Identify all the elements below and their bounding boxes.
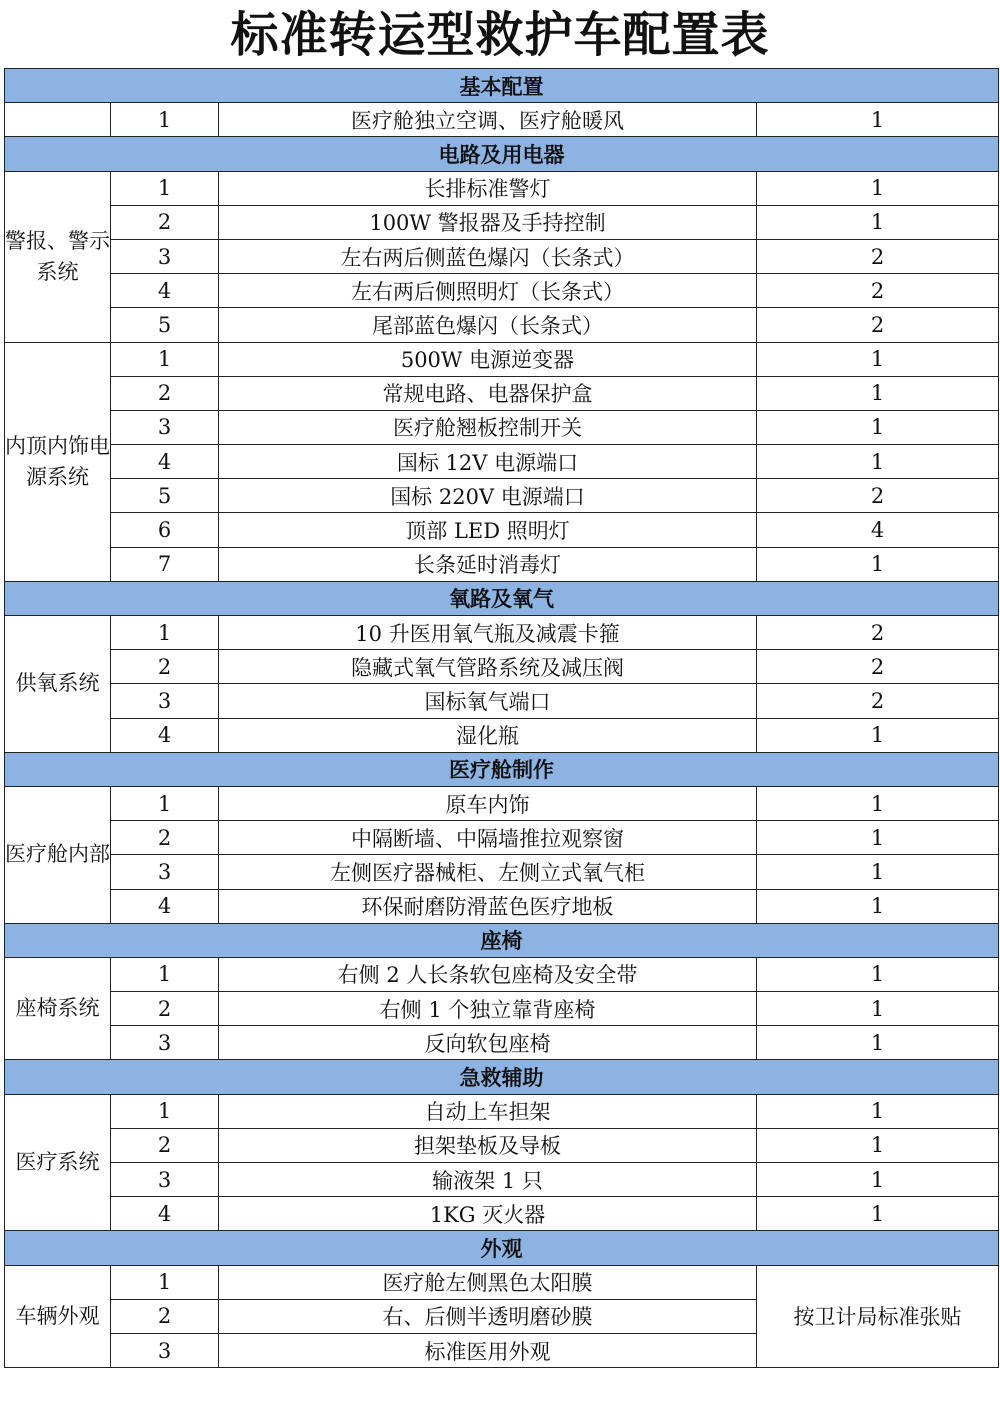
item-name-cell: 环保耐磨防滑蓝色医疗地板	[219, 889, 757, 923]
quantity-cell: 2	[757, 650, 999, 684]
section-title: 急救辅助	[5, 1060, 999, 1094]
quantity-cell: 1	[757, 205, 999, 239]
item-name-cell: 反向软包座椅	[219, 1026, 757, 1060]
config-table	[4, 68, 999, 1368]
quantity-cell: 1	[757, 103, 999, 137]
item-name-cell: 1KG 灭火器	[219, 1197, 757, 1231]
quantity-cell: 1	[757, 376, 999, 410]
table-row	[5, 684, 999, 718]
item-name-cell: 100W 警报器及手持控制	[219, 205, 757, 239]
group-name-cell: 内顶内饰电源系统	[5, 342, 111, 581]
item-number-cell: 3	[111, 855, 219, 889]
section-title: 氧路及氧气	[5, 581, 999, 615]
quantity-cell: 1	[757, 1163, 999, 1197]
quantity-cell: 2	[757, 616, 999, 650]
table-row	[5, 1163, 999, 1197]
section-title: 电路及用电器	[5, 137, 999, 171]
item-name-cell: 担架垫板及导板	[219, 1128, 757, 1162]
table-row	[5, 957, 999, 991]
group-name-cell: 座椅系统	[5, 957, 111, 1060]
item-number-cell: 1	[111, 342, 219, 376]
item-name-cell: 国标氧气端口	[219, 684, 757, 718]
config-table-body	[5, 69, 999, 1368]
quantity-cell: 1	[757, 855, 999, 889]
item-name-cell: 顶部 LED 照明灯	[219, 513, 757, 547]
quantity-cell: 2	[757, 684, 999, 718]
table-row	[5, 342, 999, 376]
table-row	[5, 171, 999, 205]
item-number-cell: 1	[111, 171, 219, 205]
item-name-cell: 左右两后侧蓝色爆闪（长条式）	[219, 239, 757, 273]
item-name-cell: 右侧 2 人长条软包座椅及安全带	[219, 957, 757, 991]
table-row	[5, 1094, 999, 1128]
section-header-row	[5, 69, 999, 103]
quantity-cell: 1	[757, 1026, 999, 1060]
table-row	[5, 239, 999, 273]
section-title: 医疗舱制作	[5, 752, 999, 786]
group-name-cell	[5, 103, 111, 137]
section-header-row	[5, 581, 999, 615]
quantity-cell: 1	[757, 821, 999, 855]
quantity-cell: 1	[757, 992, 999, 1026]
table-row	[5, 479, 999, 513]
item-name-cell: 国标 12V 电源端口	[219, 445, 757, 479]
section-header-row	[5, 1231, 999, 1265]
section-title: 座椅	[5, 923, 999, 957]
quantity-cell: 1	[757, 889, 999, 923]
item-number-cell: 7	[111, 547, 219, 581]
table-row	[5, 1265, 999, 1299]
item-name-cell: 医疗舱左侧黑色太阳膜	[219, 1265, 757, 1299]
quantity-cell: 2	[757, 479, 999, 513]
table-row	[5, 855, 999, 889]
group-name-cell: 供氧系统	[5, 616, 111, 753]
table-row	[5, 513, 999, 547]
item-name-cell: 自动上车担架	[219, 1094, 757, 1128]
table-row	[5, 1128, 999, 1162]
section-title: 基本配置	[5, 69, 999, 103]
item-number-cell: 1	[111, 786, 219, 820]
item-name-cell: 标准医用外观	[219, 1333, 757, 1367]
item-number-cell: 5	[111, 308, 219, 342]
section-title: 外观	[5, 1231, 999, 1265]
item-number-cell: 4	[111, 274, 219, 308]
item-number-cell: 2	[111, 376, 219, 410]
table-row	[5, 1197, 999, 1231]
item-name-cell: 医疗舱独立空调、医疗舱暖风	[219, 103, 757, 137]
quantity-cell: 1	[757, 342, 999, 376]
item-name-cell: 10 升医用氧气瓶及减震卡箍	[219, 616, 757, 650]
item-name-cell: 输液架 1 只	[219, 1163, 757, 1197]
quantity-cell: 2	[757, 308, 999, 342]
item-name-cell: 长排标准警灯	[219, 171, 757, 205]
item-name-cell: 右侧 1 个独立靠背座椅	[219, 992, 757, 1026]
item-number-cell: 1	[111, 103, 219, 137]
quantity-cell: 1	[757, 1094, 999, 1128]
table-row	[5, 547, 999, 581]
item-name-cell: 长条延时消毒灯	[219, 547, 757, 581]
item-number-cell: 3	[111, 1163, 219, 1197]
table-row	[5, 445, 999, 479]
item-name-cell: 中隔断墙、中隔墙推拉观察窗	[219, 821, 757, 855]
item-number-cell: 1	[111, 1094, 219, 1128]
item-number-cell: 4	[111, 889, 219, 923]
item-number-cell: 4	[111, 718, 219, 752]
table-row	[5, 376, 999, 410]
table-row	[5, 308, 999, 342]
section-header-row	[5, 137, 999, 171]
item-number-cell: 2	[111, 821, 219, 855]
quantity-cell: 4	[757, 513, 999, 547]
table-row	[5, 786, 999, 820]
item-name-cell: 国标 220V 电源端口	[219, 479, 757, 513]
quantity-merged-cell: 按卫计局标准张贴	[757, 1265, 999, 1368]
quantity-cell: 1	[757, 957, 999, 991]
item-name-cell: 医疗舱翘板控制开关	[219, 410, 757, 444]
table-row	[5, 718, 999, 752]
item-number-cell: 1	[111, 616, 219, 650]
item-number-cell: 5	[111, 479, 219, 513]
item-name-cell: 右、后侧半透明磨砂膜	[219, 1299, 757, 1333]
item-number-cell: 4	[111, 1197, 219, 1231]
table-row	[5, 616, 999, 650]
quantity-cell: 1	[757, 1197, 999, 1231]
quantity-cell: 1	[757, 445, 999, 479]
table-row	[5, 650, 999, 684]
table-row	[5, 992, 999, 1026]
item-number-cell: 3	[111, 239, 219, 273]
page-title: 标准转运型救护车配置表	[230, 7, 770, 63]
item-name-cell: 左侧医疗器械柜、左侧立式氧气柜	[219, 855, 757, 889]
item-name-cell: 左右两后侧照明灯（长条式）	[219, 274, 757, 308]
quantity-cell: 1	[757, 410, 999, 444]
item-number-cell: 3	[111, 684, 219, 718]
group-name-cell: 医疗舱内部	[5, 786, 111, 923]
section-header-row	[5, 752, 999, 786]
table-row	[5, 821, 999, 855]
quantity-cell: 1	[757, 547, 999, 581]
item-number-cell: 1	[111, 957, 219, 991]
table-row	[5, 103, 999, 137]
item-number-cell: 1	[111, 1265, 219, 1299]
table-row	[5, 889, 999, 923]
table-row	[5, 410, 999, 444]
quantity-cell: 1	[757, 718, 999, 752]
item-number-cell: 2	[111, 992, 219, 1026]
section-header-row	[5, 1060, 999, 1094]
item-name-cell: 常规电路、电器保护盒	[219, 376, 757, 410]
item-number-cell: 2	[111, 1299, 219, 1333]
item-number-cell: 6	[111, 513, 219, 547]
item-number-cell: 3	[111, 410, 219, 444]
quantity-cell: 1	[757, 1128, 999, 1162]
table-row	[5, 205, 999, 239]
quantity-cell: 2	[757, 274, 999, 308]
item-name-cell: 湿化瓶	[219, 718, 757, 752]
item-name-cell: 原车内饰	[219, 786, 757, 820]
group-name-cell: 医疗系统	[5, 1094, 111, 1231]
item-number-cell: 4	[111, 445, 219, 479]
item-name-cell: 尾部蓝色爆闪（长条式）	[219, 308, 757, 342]
group-name-cell: 车辆外观	[5, 1265, 111, 1368]
item-number-cell: 3	[111, 1333, 219, 1367]
group-name-cell: 警报、警示系统	[5, 171, 111, 342]
quantity-cell: 1	[757, 171, 999, 205]
item-number-cell: 2	[111, 205, 219, 239]
item-number-cell: 2	[111, 650, 219, 684]
quantity-cell: 1	[757, 786, 999, 820]
item-number-cell: 3	[111, 1026, 219, 1060]
section-header-row	[5, 923, 999, 957]
table-row	[5, 274, 999, 308]
item-name-cell: 隐藏式氧气管路系统及减压阀	[219, 650, 757, 684]
table-row	[5, 1026, 999, 1060]
quantity-cell: 2	[757, 239, 999, 273]
item-number-cell: 2	[111, 1128, 219, 1162]
item-name-cell: 500W 电源逆变器	[219, 342, 757, 376]
